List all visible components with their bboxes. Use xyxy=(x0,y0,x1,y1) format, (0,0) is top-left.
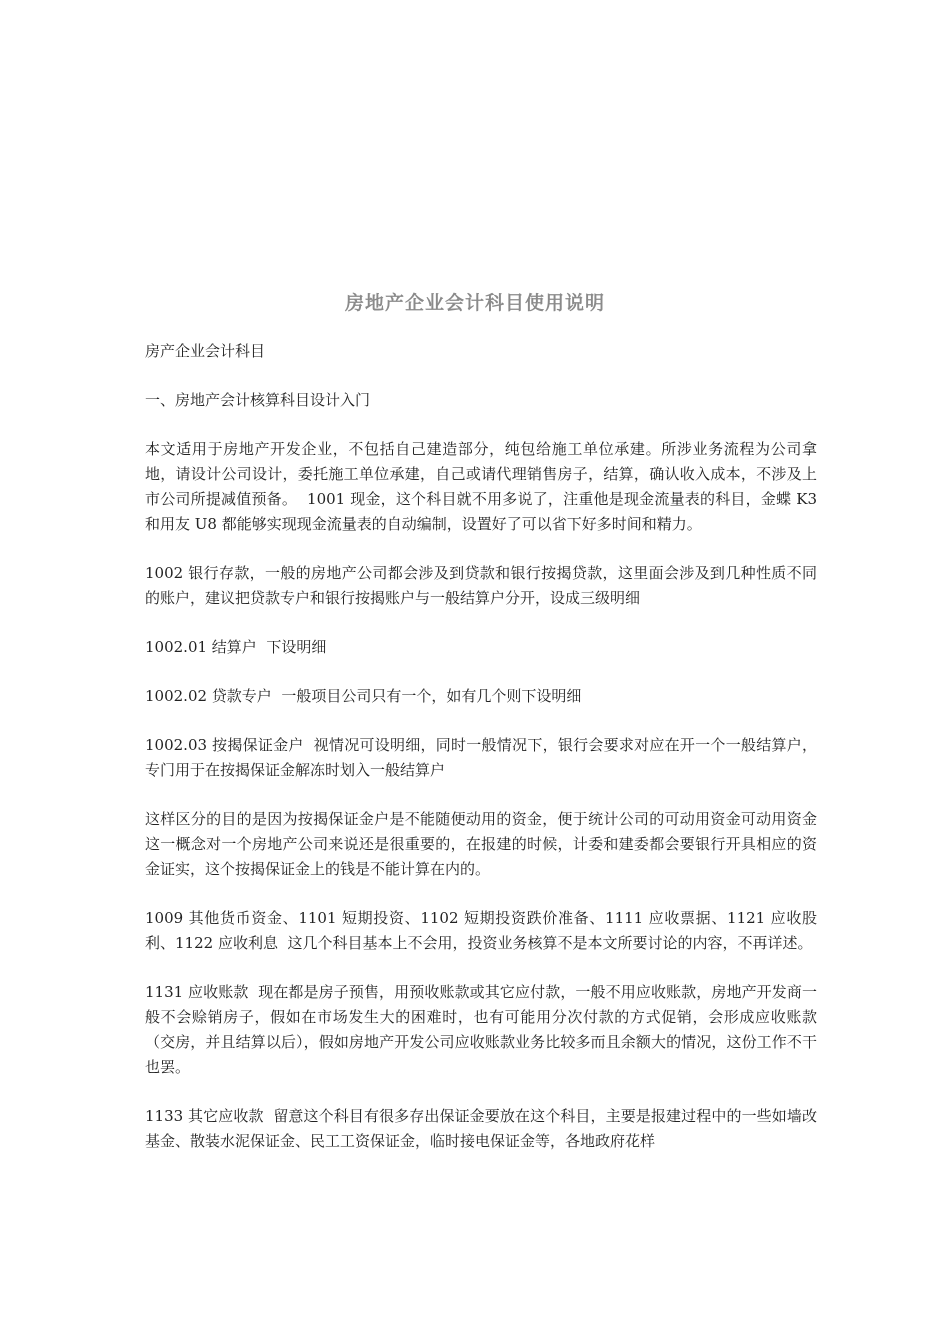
paragraph-1002: 1002 银行存款，一般的房地产公司都会涉及到贷款和银行按揭贷款，这里面会涉及到几种性质不同的账户，建议把贷款专户和银行按揭账户与一般结算户分开，设成三级明细 xyxy=(145,564,817,607)
paragraph-purpose: 这样区分的目的是因为按揭保证金户是不能随便动用的资金，便于统计公司的可动用资金可动用资金这一概念对一个房地产公司来说还是很重要的，在报建的时候，计委和建委都会要银行开具相应的资金证实，这个按揭保证金上的钱是不能计算在内的。 xyxy=(145,810,817,878)
paragraph-heading-1: 房产企业会计科目 xyxy=(145,342,266,360)
document-body xyxy=(145,339,822,1178)
document-title: 房地产企业会计科目使用说明 xyxy=(344,292,605,314)
paragraph-intro: 本文适用于房地产开发企业，不包括自己建造部分，纯包给施工单位承建。所涉业务流程为公司拿地，请设计公司设计，委托施工单位承建，自己或请代理销售房子，结算，确认收入成本，不涉及上市公司所提减值预备。 1001 现金，这个科目就不用多说了，注重他是现金流量表的科目，金蝶 K3 和用友 U8 都能够实现现金流量表的自动编制，设置好了可以省下好多时间和精力。 xyxy=(145,440,822,533)
paragraph-1009: 1009 其他货币资金、1101 短期投资、1102 短期投资跌价准备、1111 应收票据、1121 应收股利、1122 应收利息 这几个科目基本上不会用，投资业务核算不是本文所要讨论的内容，不再详述。 xyxy=(145,909,817,952)
paragraph-1002-03: 1002.03 按揭保证金户 视情况可设明细，同时一般情况下，银行会要求对应在开一个一般结算户，专门用于在按揭保证金解冻时划入一般结算户 xyxy=(145,736,817,779)
paragraph-1002-01: 1002.01 结算户 下设明细 xyxy=(145,638,327,656)
paragraph-1131: 1131 应收账款 现在都是房子预售，用预收账款或其它应付款，一般不用应收账款，房地产开发商一般不会赊销房子，假如在市场发生大的困难时，也有可能用分次付款的方式促销，会形成应收账款（交房，并且结算以后），假如房地产开发公司应收账款业务比较多而且余额大的情况，这份工作不干也罢。 xyxy=(145,983,817,1076)
paragraph-heading-2: 一、房地产会计核算科目设计入门 xyxy=(145,391,371,409)
paragraph-1002-02: 1002.02 贷款专户 一般项目公司只有一个，如有几个则下设明细 xyxy=(145,687,582,705)
paragraph-1133: 1133 其它应收款 留意这个科目有很多存出保证金要放在这个科目，主要是报建过程中的一些如墙改基金、散装水泥保证金、民工工资保证金，临时接电保证金等，各地政府花样 xyxy=(145,1107,817,1150)
